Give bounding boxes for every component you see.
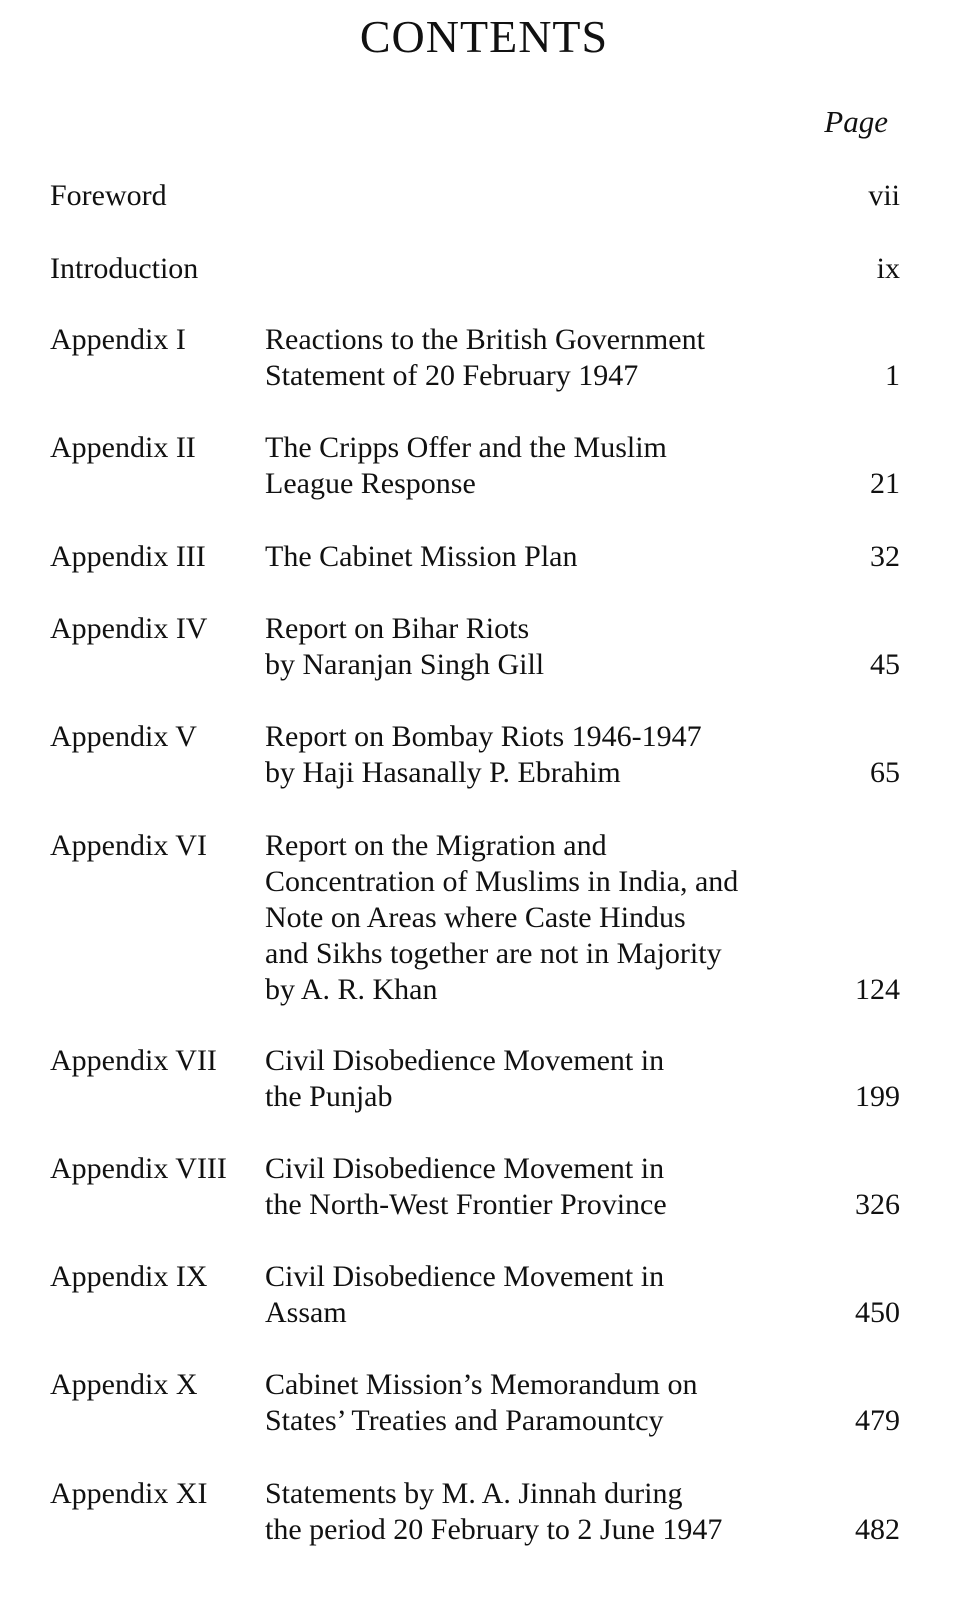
toc-entry (50, 828, 900, 1008)
toc-entry-title (265, 1476, 815, 1548)
toc-entry (50, 178, 900, 214)
toc-entry-title-line: by A. R. Khan (265, 973, 438, 1006)
toc-entry-title (265, 1151, 815, 1223)
toc-entry-title-line: Note on Areas where Caste Hindus (265, 901, 686, 934)
toc-entry-page-number: 450 (855, 1296, 900, 1329)
toc-entry-page-number: 199 (855, 1080, 900, 1113)
toc-entry-title-line: The Cripps Offer and the Muslim (265, 431, 667, 464)
toc-entry-label: Appendix X (50, 1368, 198, 1401)
toc-entry-title (265, 1367, 815, 1439)
toc-entry-title-line: Report on Bombay Riots 1946-1947 (265, 720, 702, 753)
toc-entry-title-line: Cabinet Mission’s Memorandum on (265, 1368, 698, 1401)
toc-entry (50, 1367, 900, 1439)
toc-entry-title (265, 430, 815, 502)
toc-entry-label: Appendix II (50, 431, 196, 464)
toc-entry-title-line: States’ Treaties and Paramountcy (265, 1404, 664, 1437)
page-column-label: Page (824, 104, 888, 139)
toc-entry (50, 611, 900, 683)
toc-entry-title-line: Civil Disobedience Movement in (265, 1044, 665, 1077)
toc-entry-page-number: 21 (870, 467, 900, 500)
toc-entry-page-number: 1 (885, 359, 900, 392)
toc-entry-title-line: by Haji Hasanally P. Ebrahim (265, 756, 621, 789)
toc-entry (50, 1259, 900, 1331)
toc-entry-page-number: 65 (870, 756, 900, 789)
toc-entry-title-line: Reactions to the British Government (265, 323, 705, 356)
toc-entry-label: Appendix VI (50, 829, 207, 862)
toc-entry-label: Foreword (50, 179, 167, 212)
toc-entry-title-line: League Response (265, 467, 476, 500)
toc-entry-title-line: and Sikhs together are not in Majority (265, 937, 722, 970)
toc-entry-label: Introduction (50, 252, 199, 285)
toc-entry-title-line: The Cabinet Mission Plan (265, 540, 578, 573)
toc-entry-title-line: by Naranjan Singh Gill (265, 648, 545, 681)
toc-entry-page-number: ix (876, 252, 900, 285)
toc-entry-label: Appendix VIII (50, 1152, 227, 1185)
toc-entry-title-line: Assam (265, 1296, 347, 1329)
toc-entry-title-line: Statement of 20 February 1947 (265, 359, 639, 392)
toc-entry-page-number: 45 (870, 648, 900, 681)
toc-entry (50, 322, 900, 394)
toc-entry-label: Appendix V (50, 720, 197, 753)
toc-entry-label: Appendix III (50, 540, 206, 573)
toc-entry-title-line: Statements by M. A. Jinnah during (265, 1477, 683, 1510)
toc-entry-title-line: the North-West Frontier Province (265, 1188, 667, 1221)
toc-entry-title (265, 322, 815, 394)
toc-entry-label: Appendix VII (50, 1044, 217, 1077)
toc-entry-title-line: the Punjab (265, 1080, 393, 1113)
toc-entry-page-number: vii (868, 179, 900, 212)
toc-entry (50, 1476, 900, 1548)
toc-entry-label: Appendix IX (50, 1260, 208, 1293)
toc-entry-title (265, 828, 815, 1008)
toc-entry-page-number: 326 (855, 1188, 900, 1221)
toc-entry-title-line: Report on Bihar Riots (265, 612, 530, 645)
toc-entry (50, 1151, 900, 1223)
toc-entry-title-line: Concentration of Muslims in India, and (265, 865, 739, 898)
toc-entry-page-number: 124 (855, 973, 900, 1006)
toc-entry (50, 719, 900, 791)
toc-entry (50, 251, 900, 287)
toc-entry-page-number: 479 (855, 1404, 900, 1437)
toc-entry (50, 539, 900, 575)
toc-entry-title (265, 719, 815, 791)
toc-entry-label: Appendix IV (50, 612, 208, 645)
toc-entry-page-number: 32 (870, 540, 900, 573)
toc-entry-title (265, 1259, 815, 1331)
toc-entry-title-line: Report on the Migration and (265, 829, 607, 862)
toc-entry-title (265, 611, 815, 683)
toc-entry-title-line: Civil Disobedience Movement in (265, 1152, 665, 1185)
toc-entry-title (265, 539, 815, 575)
toc-entry-title-line: Civil Disobedience Movement in (265, 1260, 665, 1293)
toc-entry-title (265, 1043, 815, 1115)
toc-entry (50, 1043, 900, 1115)
toc-entry-page-number: 482 (855, 1513, 900, 1546)
toc-entry (50, 430, 900, 502)
toc-entry-label: Appendix XI (50, 1477, 208, 1510)
toc-entry-label: Appendix I (50, 323, 186, 356)
toc-entry-title-line: the period 20 February to 2 June 1947 (265, 1513, 723, 1546)
page-heading: CONTENTS (359, 11, 609, 62)
